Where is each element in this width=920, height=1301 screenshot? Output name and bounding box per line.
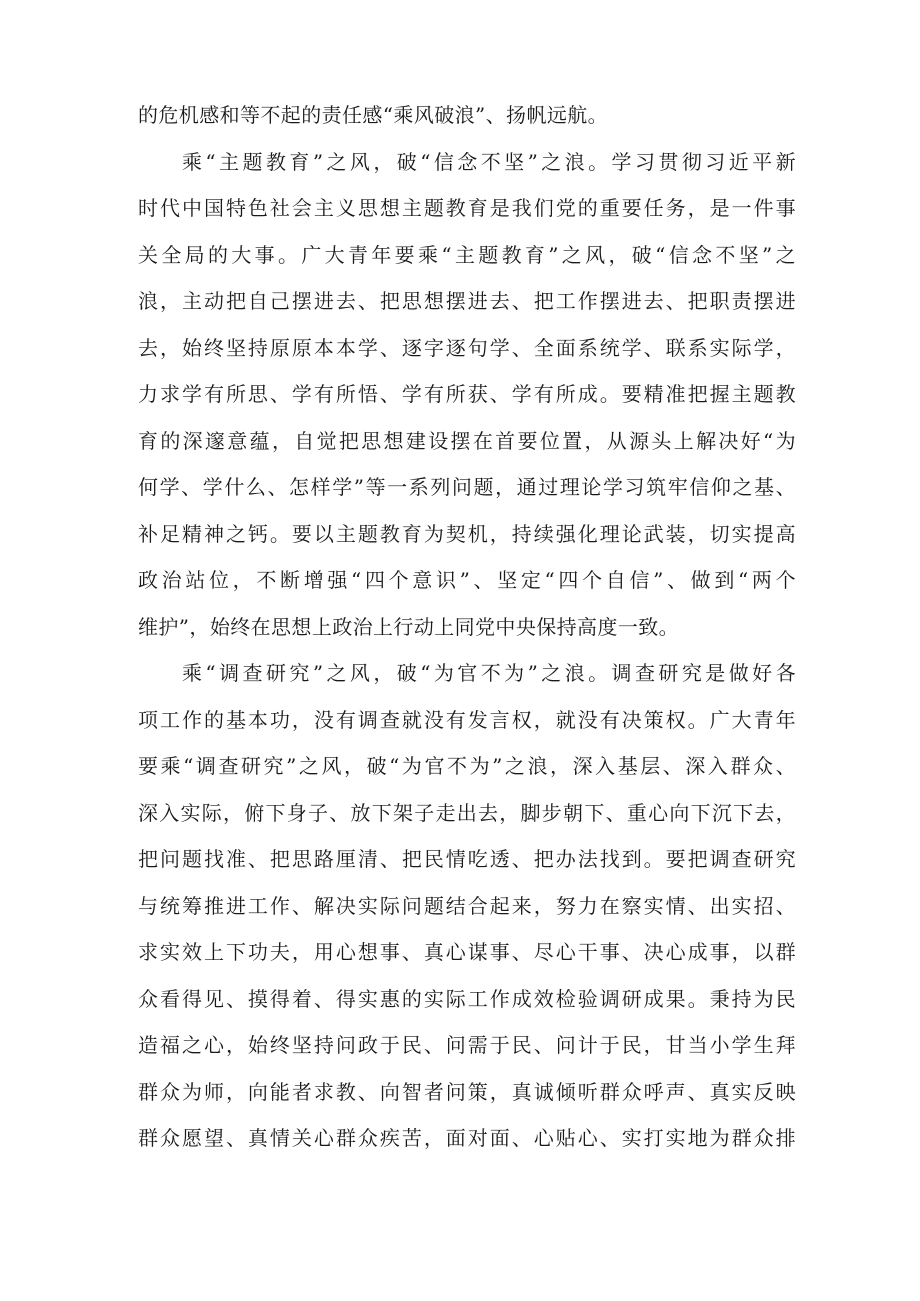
text-line: 的危机感和等不起的责任感“乘风破浪”、扬帆远航。 bbox=[138, 103, 609, 127]
text-line: 造福之心，始终坚持问政于民、问需于民、问计于民，甘当小学生拜 bbox=[138, 1033, 796, 1057]
text-line: 群众愿望、真情关心群众疾苦，面对面、心贴心、实打实地为群众排 bbox=[138, 1126, 796, 1150]
text-line: 群众为师，向能者求教、向智者问策，真诚倾听群众呼声、真实反映 bbox=[138, 1079, 796, 1104]
text-line: 维护”，始终在思想上政治上行动上同党中央保持高度一致。 bbox=[138, 614, 680, 639]
text-line: 力求学有所思、学有所悟、学有所获、学有所成。要精准把握主题教 bbox=[138, 382, 796, 406]
text-line: 求实效上下功夫，用心想事、真心谋事、尽心干事、决心成事，以群 bbox=[138, 940, 796, 964]
text-line: 浪，主动把自己摆进去、把思想摆进去、把工作摆进去、把职责摆进 bbox=[138, 289, 796, 313]
paragraph-2 bbox=[138, 139, 796, 651]
text-line: 把问题找准、把思路厘清、把民情吃透、把办法找到。要把调查研究 bbox=[138, 847, 796, 871]
paragraph-1 bbox=[138, 92, 796, 139]
text-line: 何学、学什么、怎样学”等一系列问题，通过理论学习筑牢信仰之基、 bbox=[138, 475, 796, 499]
text-line: 时代中国特色社会主义思想主题教育是我们党的重要任务，是一件事 bbox=[138, 196, 796, 220]
text-line: 补足精神之钙。要以主题教育为契机，持续强化理论武装，切实提高 bbox=[138, 521, 796, 546]
document-body bbox=[138, 92, 796, 1162]
text-line: 众看得见、摸得着、得实惠的实际工作成效检验调研成果。秉持为民 bbox=[138, 986, 796, 1011]
text-line: 乘“调查研究”之风，破“为官不为”之浪。调查研究是做好各 bbox=[182, 661, 796, 685]
text-line: 与统筹推进工作、解决实际问题结合起来，努力在察实情、出实招、 bbox=[138, 893, 796, 918]
text-line: 育的深邃意蕴，自觉把思想建设摆在首要位置，从源头上解决好“为 bbox=[138, 428, 796, 453]
text-line: 深入实际，俯下身子、放下架子走出去，脚步朝下、重心向下沉下去， bbox=[138, 800, 796, 825]
text-line: 项工作的基本功，没有调查就没有发言权，就没有决策权。广大青年 bbox=[138, 707, 796, 732]
text-line: 去，始终坚持原原本本学、逐字逐句学、全面系统学、联系实际学， bbox=[138, 335, 796, 360]
text-line: 政治站位，不断增强“四个意识”、坚定“四个自信”、做到“两个 bbox=[138, 568, 796, 592]
text-line: 乘“主题教育”之风，破“信念不坚”之浪。学习贯彻习近平新 bbox=[182, 149, 796, 174]
text-line: 要乘“调查研究”之风，破“为官不为”之浪，深入基层、深入群众、 bbox=[138, 754, 796, 778]
text-line: 关全局的大事。广大青年要乘“主题教育”之风，破“信念不坚”之 bbox=[138, 242, 796, 267]
paragraph-3 bbox=[138, 650, 796, 1162]
